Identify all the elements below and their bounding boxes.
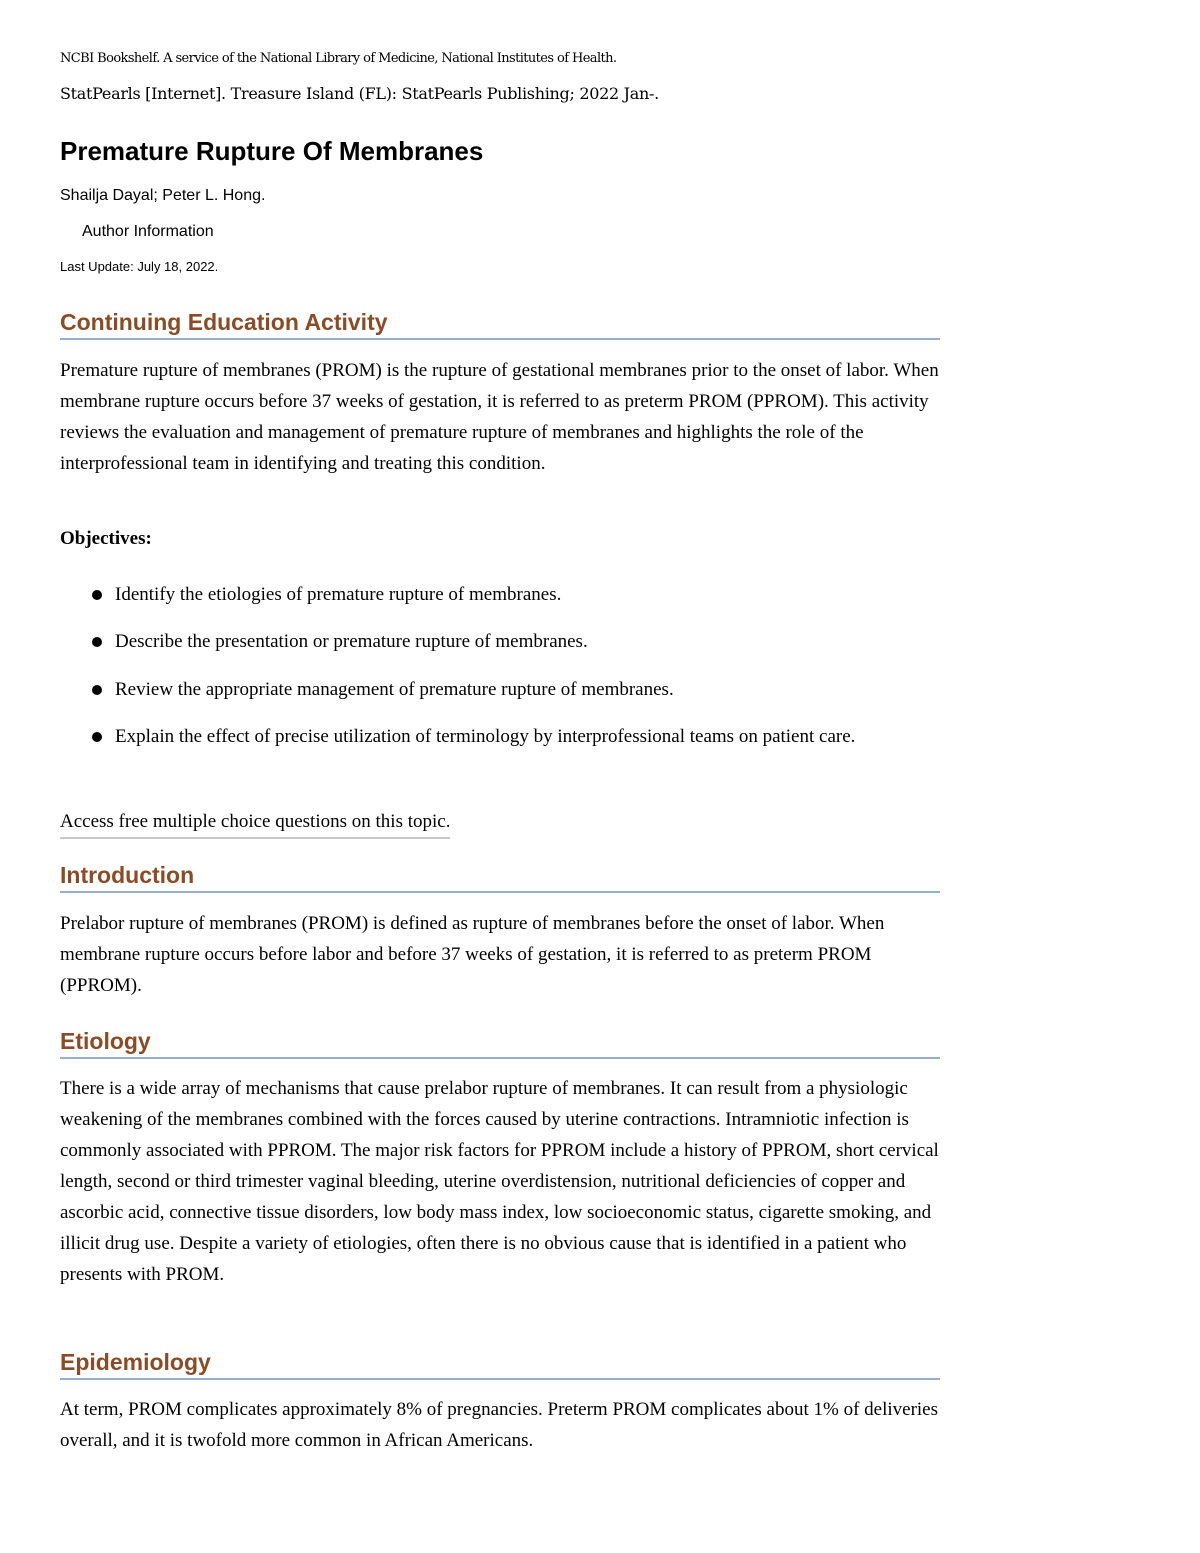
etiology-paragraph: There is a wide array of mechanisms that cause prelabor rupture of membranes. It can result from a physiologic weakening of the membranes combined with the forces caused by uterine contractions. Intramniotic infection is commonly associated with PPROM. The major risk factors for PPROM include a history of PPROM, short cervical length, second or third trimester vaginal bleeding, uterine overdistension, nutritional deficiencies of copper and ascorbic acid, connective tissue disorders, low body mass index, low socioeconomic status, cigarette smoking, and illicit drug use. Despite a variety of etiologies, often there is no obvious cause that is identified in a patient who presents with PROM. (60, 1078, 939, 1285)
bullet-icon (92, 637, 102, 647)
citation-line: StatPearls [Internet]. Treasure Island (FL): StatPearls Publishing; 2022 Jan-. (60, 84, 659, 103)
ncbi-service-line: NCBI Bookshelf. A service of the National Library of Medicine, National Institutes of Health. (60, 51, 617, 66)
section-heading-continuing-education: Continuing Education Activity (60, 308, 940, 340)
bullet-icon (92, 685, 102, 695)
bullet-icon (92, 590, 102, 600)
list-item (60, 626, 940, 657)
mcq-link[interactable]: Access free multiple choice questions on this topic. (60, 806, 450, 839)
introduction-paragraph: Prelabor rupture of membranes (PROM) is defined as rupture of membranes before the onset of labor. When membrane rupture occurs before labor and before 37 weeks of gestation, it is referred to as preterm PROM (PPROM). (60, 913, 885, 996)
author-list: Shailja Dayal; Peter L. Hong. (60, 187, 266, 204)
section-heading-introduction: Introduction (60, 861, 940, 893)
page-title: Premature Rupture Of Membranes (60, 136, 484, 166)
objectives-label: Objectives: (60, 528, 152, 549)
last-update-date: Last Update: July 18, 2022. (60, 259, 219, 274)
ce-paragraph: Premature rupture of membranes (PROM) is the rupture of gestational membranes prior to the onset of labor. When membrane rupture occurs before 37 weeks of gestation, it is referred to as preterm PROM (PPROM). This activity reviews the evaluation and management of premature rupture of membranes and highlights the role of the interprofessional team in identifying and treating this condition. (60, 360, 939, 474)
section-heading-etiology: Etiology (60, 1027, 940, 1059)
list-item (60, 721, 940, 752)
objective-text: Identify the etiologies of premature rupture of membranes. (115, 584, 562, 605)
list-item (60, 674, 940, 705)
objective-text: Explain the effect of precise utilization of terminology by interprofessional teams on patient care. (115, 726, 856, 747)
list-item (60, 579, 940, 610)
bullet-icon (92, 732, 102, 742)
section-heading-epidemiology: Epidemiology (60, 1348, 940, 1380)
author-information-toggle[interactable]: Author Information (82, 223, 214, 240)
objective-text: Describe the presentation or premature rupture of membranes. (115, 631, 588, 652)
epidemiology-paragraph: At term, PROM complicates approximately 8% of pregnancies. Preterm PROM complicates about 1% of deliveries overall, and it is twofold more common in African Americans. (60, 1399, 939, 1451)
objective-text: Review the appropriate management of premature rupture of membranes. (115, 679, 674, 700)
